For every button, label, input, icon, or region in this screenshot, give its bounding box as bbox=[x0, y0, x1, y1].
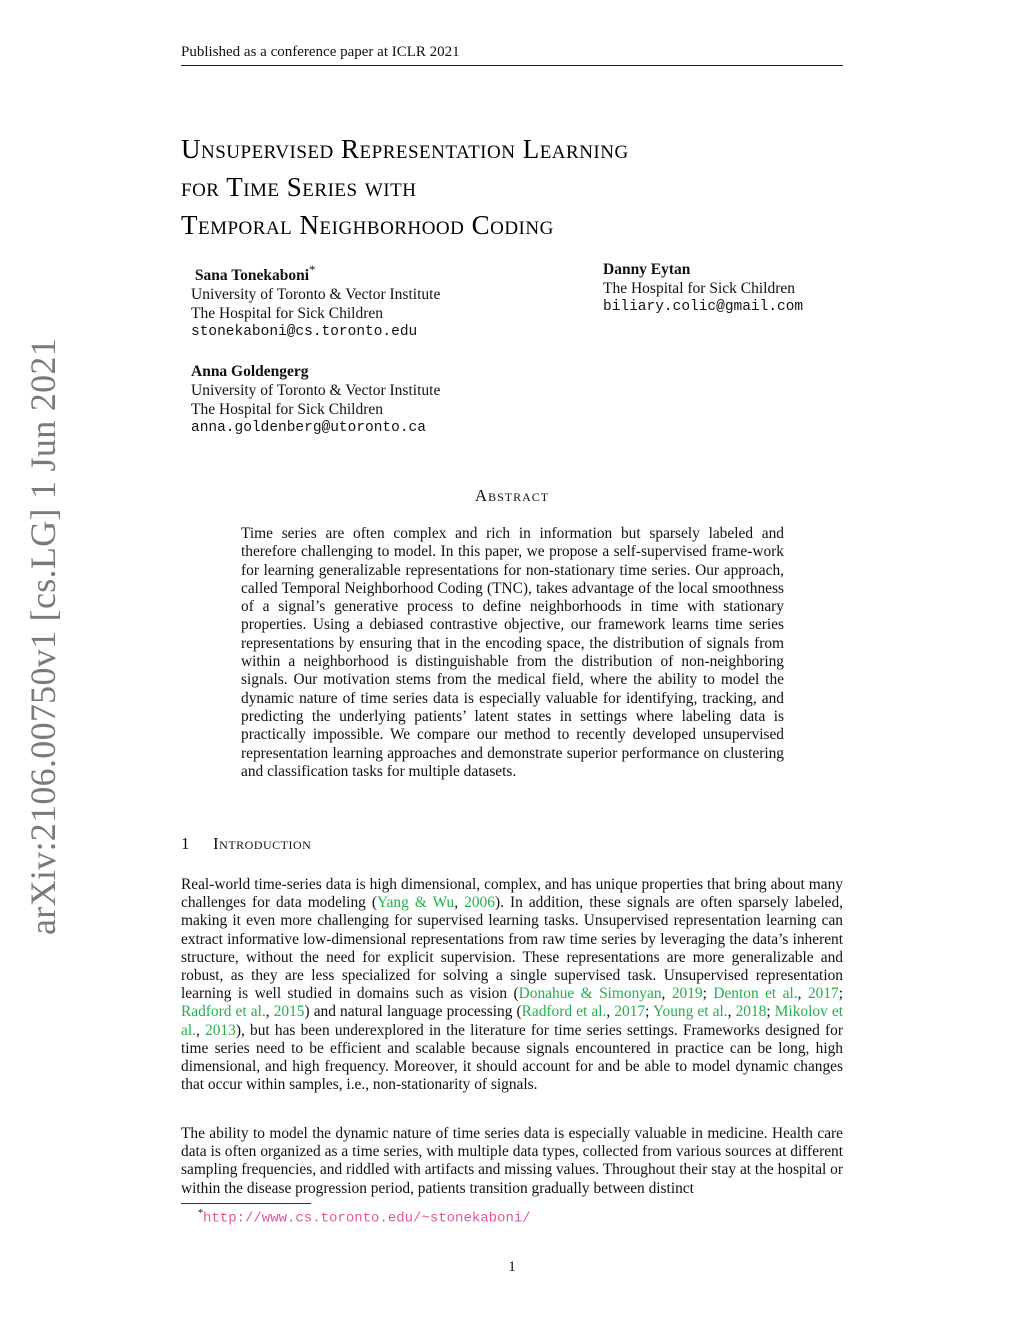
author-email: biliary.colic@gmail.com bbox=[603, 299, 804, 315]
footnote-mark: * bbox=[198, 1208, 203, 1219]
running-header bbox=[181, 44, 843, 66]
citation-link[interactable]: Mikolov et al. bbox=[181, 1003, 843, 1039]
citation-link[interactable]: 2017 bbox=[807, 985, 839, 1003]
intro-paragraph-2: The ability to model the dynamic nature of time series data is especially valuable in medicine. Health care data is often organized as a time series, with multiple data types, collected from various sources at different sampling frequencies, and riddled with artifacts and missing values. Throughout their stay at the hospital or within the disease progression period, patients transition gradually between distinct bbox=[181, 1125, 843, 1197]
intro-paragraph-1: Real-world time-series data is high dimensional, complex, and has unique properties that bring about many challenges for data modeling (Yang & Wu, 2006). In addition, these signals are often sparsely labeled, making it even more challenging for supervised learning tasks. Unsupervised representation learning can extract informative low-dimensional representations from raw time series by leveraging the data’s inherent structure, without the need for explicit supervision. These representations are more generalizable and robust, as they are less specialized for solving a single supervised task. Unsupervised representation learning is well studied in domains such as vision (Donahue & Simonyan, 2019; Denton et al., 2017; Radford et al., 2015) and natural language processing (Radford et al., 2017; Young et al., 2018; Mikolov et al., 2013), but has been underexplored in the literature for time series settings. Frameworks designed for time series need to be efficient and scalable because signals encountered in practice can be long, high dimensional, and high frequency. Moreover, it should account for and be able to model dynamic changes that occur within samples, i.e., non-stationarity of signals. bbox=[181, 876, 843, 1094]
author-name: Sana Tonekaboni bbox=[194, 267, 310, 285]
footnote bbox=[198, 1208, 531, 1227]
footnote-url-link[interactable]: http://www.cs.toronto.edu/~stonekaboni/ bbox=[203, 1210, 531, 1227]
author-block-2 bbox=[603, 260, 803, 317]
citation-link[interactable]: 2006 bbox=[464, 894, 495, 912]
author-affiliation: The Hospital for Sick Children bbox=[603, 280, 795, 297]
author-affiliation: University of Toronto & Vector Institute bbox=[191, 382, 441, 399]
author-email: anna.goldenberg@utoronto.ca bbox=[191, 420, 426, 436]
author-block-3 bbox=[191, 362, 440, 438]
citation-link[interactable]: 2015 bbox=[273, 1003, 305, 1021]
section-number: 1 bbox=[181, 834, 190, 853]
author-name: Danny Eytan bbox=[603, 261, 691, 278]
page-number: 1 bbox=[508, 1259, 516, 1275]
author-footnote-mark: * bbox=[309, 262, 316, 277]
author-affiliation: The Hospital for Sick Children bbox=[191, 401, 383, 418]
author-affiliation: University of Toronto & Vector Institute bbox=[191, 286, 441, 304]
citation-link[interactable]: 2013 bbox=[205, 1021, 236, 1039]
author-email: stonekaboni@cs.toronto.edu bbox=[191, 324, 418, 341]
citation-link[interactable]: Donahue & Simonyan bbox=[518, 985, 662, 1003]
citation-link[interactable]: 2019 bbox=[671, 985, 703, 1003]
citation-link[interactable]: Radford et al. bbox=[181, 1003, 266, 1021]
abstract-heading: Abstract bbox=[474, 486, 550, 505]
citation-link[interactable]: Young et al. bbox=[652, 1003, 728, 1021]
abstract-text: Time series are often complex and rich in information but sparsely labeled and therefore challenging to model. In this paper, we propose a self-supervised frame-work for learning generalizable representations for non-stationary time series. Our approach, called Temporal Neighborhood Coding (TNC), takes advantage of the local smoothness of a signal’s generative process to define neighborhoods in time with stationary properties. Using a debiased contrastive objective, our framework learns time series representations by ensuring that in the encoding space, the distribution of signals from within a neighborhood is distinguishable from the distribution of non-neighboring signals. Our motivation stems from the medical field, where the ability to model the dynamic nature of time series data is especially valuable for identifying, tracking, and predicting the underlying patients’ latent states in settings where labeling data is practically impossible. We compare our method to recently developed unsupervised representation learning approaches and demonstrate superior performance on clustering and classification tasks for multiple datasets. bbox=[241, 525, 784, 780]
author-name: Anna Goldengerg bbox=[191, 363, 309, 380]
title-line-3: Temporal Neighborhood Coding bbox=[181, 210, 554, 240]
title-line-1: Unsupervised Representation Learning bbox=[181, 134, 629, 164]
citation-link[interactable]: 2017 bbox=[614, 1003, 646, 1021]
section-heading bbox=[181, 834, 311, 854]
arxiv-identifier: arXiv:2106.00750v1 [cs.LG] 1 Jun 2021 bbox=[23, 337, 63, 935]
section-title: Introduction bbox=[213, 834, 312, 853]
paper-title bbox=[181, 130, 629, 244]
citation-link[interactable]: 2018 bbox=[735, 1003, 767, 1021]
footnote-divider bbox=[181, 1203, 311, 1204]
title-line-2: for Time Series with bbox=[181, 172, 417, 202]
author-block-1 bbox=[191, 260, 440, 342]
citation-link[interactable]: Yang & Wu bbox=[377, 894, 455, 912]
citation-link[interactable]: Radford et al. bbox=[521, 1003, 607, 1021]
author-affiliation: The Hospital for Sick Children bbox=[191, 305, 383, 323]
citation-link[interactable]: Denton et al. bbox=[713, 985, 798, 1003]
venue-text: Published as a conference paper at ICLR 2021 bbox=[181, 44, 460, 60]
